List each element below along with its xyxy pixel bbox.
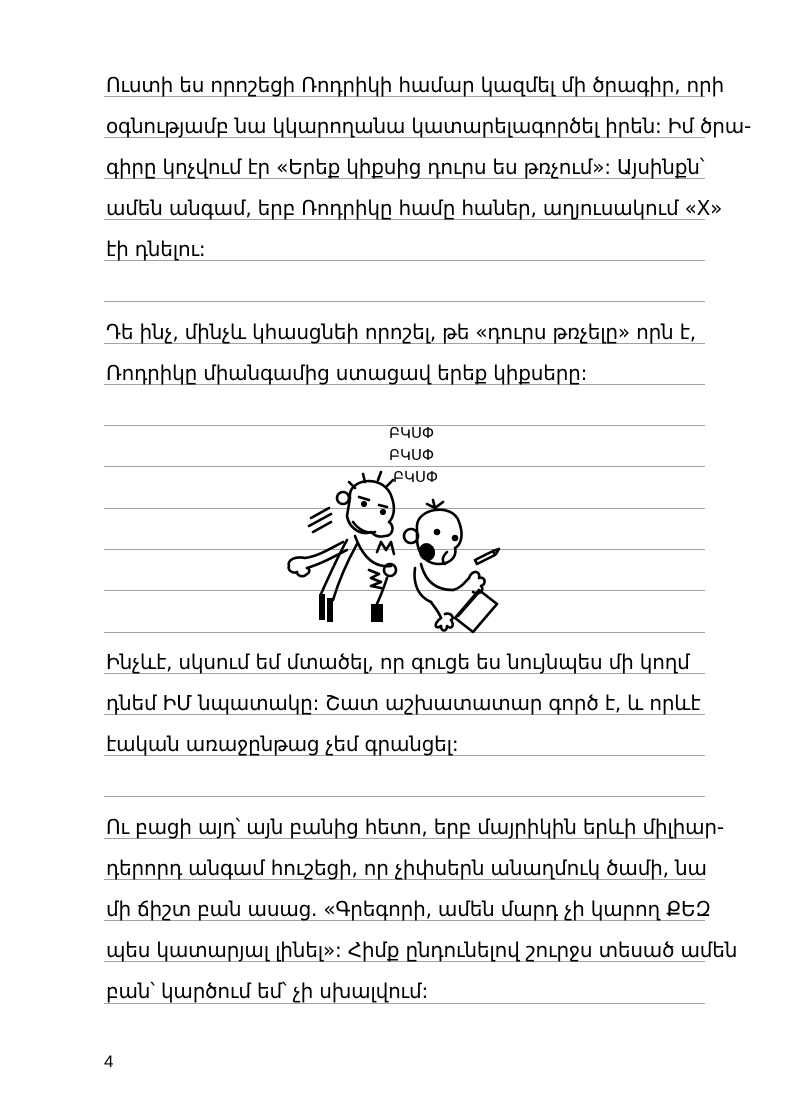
rule-line <box>104 796 705 797</box>
text-line: Դե ինչ, մինչև կհասցնեի որոշել, թե «դուրս թռչելը» որն է, <box>106 320 696 344</box>
text-line: օգնությամբ նա կկարողանա կատարելագործել իրեն: Իմ ծրա- <box>106 114 752 138</box>
illustration-rodrick-hitting-greg <box>275 418 520 640</box>
text-line: Ուստի ես որոշեցի Ռոդրիկի համար կազմել մի ծրագիր, որի <box>106 73 724 97</box>
sound-effect-text: ԲԿՍՓ <box>389 424 435 442</box>
text-line: Ռոդրիկը միանգամից ստացավ երեք կիքսերը: <box>106 361 588 385</box>
greg-figure <box>404 500 499 632</box>
text-line: Ինչևէ, սկսում եմ մտածել, որ գուցե ես նույնպես մի կողմ <box>106 650 690 674</box>
sound-effect-text: ԲԿՍՓ <box>389 446 435 464</box>
text-line: էական առաջընթաց չեմ գրանցել: <box>106 732 459 756</box>
text-line: մի ճիշտ բան ասաց. «Գրեգորի, ամեն մարդ չի կարող ՔԵԶ <box>106 897 711 921</box>
text-line: էի դնելու: <box>106 237 206 261</box>
rule-line <box>104 301 705 302</box>
sound-effect-text: ԲԿՍՓ <box>393 468 439 486</box>
text-line: դնեմ ԻՄ նպատակը: Շատ աշխատատար գործ է, և որևէ <box>106 691 701 715</box>
text-line: պես կատարյալ լինել»: Հիմք ընդունելով շուրջս տեսած ամեն <box>106 938 738 962</box>
text-line: Ու բացի այդ՝ այն բանից հետո, երբ մայրիկին երևի միլիար- <box>106 815 724 839</box>
text-line: ամեն անգամ, երբ Ռոդրիկը համը հաներ, աղյուսակում «X» <box>106 196 723 220</box>
text-line: դերորդ անգամ հուշեցի, որ չիփսերն անաղմուկ ծամի, նա <box>106 856 707 880</box>
text-line: բան՝ կարծում եմ՝ չի սխալվում: <box>106 979 429 1003</box>
page-number: 4 <box>104 1052 114 1071</box>
rodrick-figure <box>289 472 396 622</box>
text-line: գիրը կոչվում էր «Երեք կիքսից դուրս ես թռչում»: Այսինքն՝ <box>106 155 705 179</box>
